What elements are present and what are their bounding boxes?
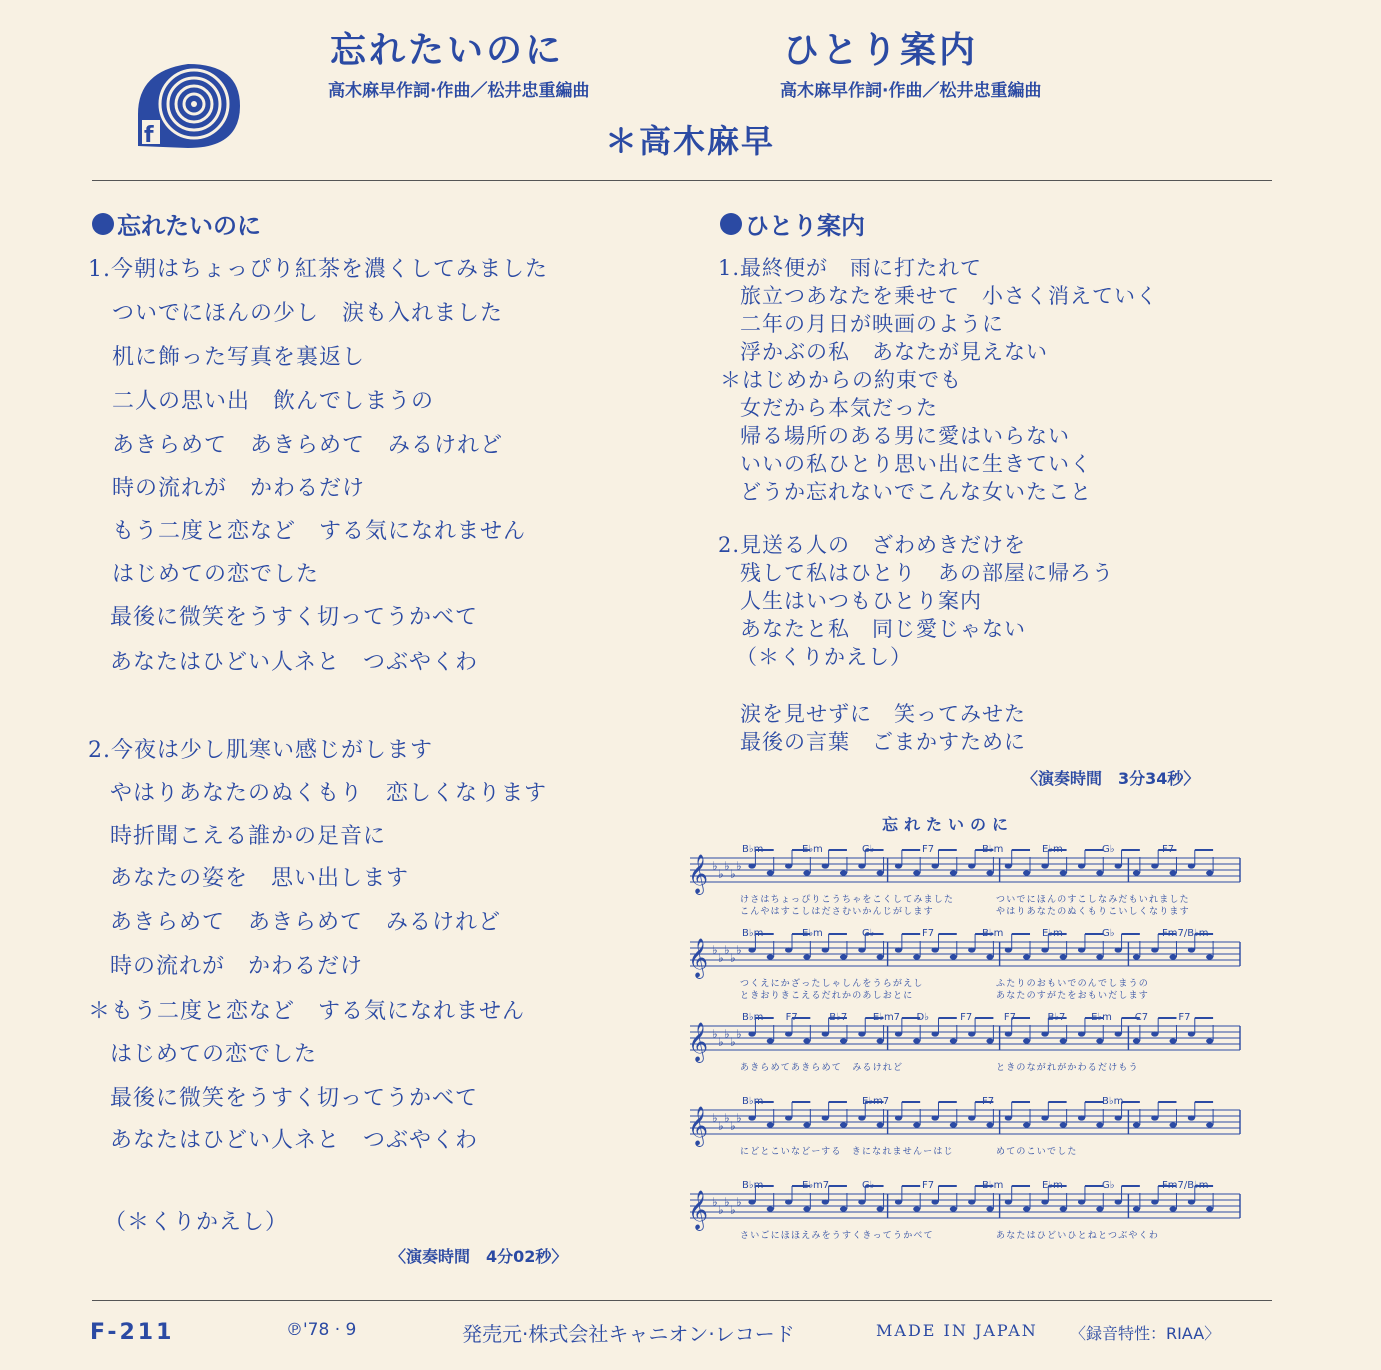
flat-sign-icon: ♭ — [718, 1203, 724, 1217]
note-head — [913, 954, 920, 959]
note-head — [877, 1122, 884, 1127]
lyric-line: 時の流れが かわるだけ — [112, 476, 366, 501]
note-head — [858, 863, 865, 868]
lyric-line: 涙を見せずに 笑ってみせた — [740, 702, 1026, 726]
flat-sign-icon: ♭ — [724, 859, 730, 873]
lyric-line: いいの私ひとり思い出に生きていく — [740, 452, 1092, 476]
catalog-number: F-211 — [90, 1320, 175, 1345]
note-head — [785, 1199, 792, 1204]
score-row — [688, 1012, 1240, 1073]
score-lyric: やはりあなたのぬくもりこいしくなります — [996, 907, 1190, 917]
note-head — [895, 1031, 902, 1036]
note-head — [785, 947, 792, 952]
note-head — [931, 1115, 938, 1120]
note-head — [968, 1031, 975, 1036]
note-head — [1115, 947, 1122, 952]
note-head — [895, 1115, 902, 1120]
note-head — [822, 863, 829, 868]
note-head — [1169, 1038, 1176, 1043]
chord-symbol: D♭ — [916, 1012, 929, 1023]
note-head — [877, 1038, 884, 1043]
note-head — [877, 954, 884, 959]
note-head — [767, 1206, 774, 1211]
note-head — [822, 1199, 829, 1204]
note-head — [1005, 1031, 1012, 1036]
chord-symbol: E♭m — [802, 844, 823, 855]
note-head — [1115, 1199, 1122, 1204]
note-head — [968, 947, 975, 952]
note-head — [785, 863, 792, 868]
left-section-title — [92, 206, 261, 241]
chord-symbol: E♭m — [1042, 1180, 1063, 1191]
note-head — [858, 1031, 865, 1036]
note-head — [840, 954, 847, 959]
note-head — [913, 1122, 920, 1127]
note-head — [1151, 863, 1158, 868]
note-head — [1115, 863, 1122, 868]
note-head — [877, 1206, 884, 1211]
lyric-line: 1.最終便が 雨に打たれて — [718, 256, 983, 280]
left-section-title-text: 忘れたいのに — [117, 212, 261, 240]
score-lyric: にどとこいなどーする きになれませんーはじ — [740, 1147, 954, 1157]
note-head — [968, 1199, 975, 1204]
song1-title: 忘れたいのに — [330, 30, 565, 71]
note-head — [1041, 1199, 1048, 1204]
chord-symbol: Fm7/B♭m — [1162, 928, 1209, 939]
lyric-line: あなたはひどい人ネと つぶやくわ — [110, 1128, 479, 1153]
note-head — [895, 1199, 902, 1204]
note-head — [1096, 1038, 1103, 1043]
note-head — [822, 1031, 829, 1036]
lyric-line: やはりあなたのぬくもり 恋しくなります — [110, 781, 548, 806]
score-title: 忘れたいのに — [882, 815, 1015, 834]
note-head — [1188, 947, 1195, 952]
chord-symbol: B♭m — [742, 1180, 764, 1191]
lyric-line: ＊もう二度と恋など する気になれません — [88, 999, 526, 1024]
note-head — [931, 947, 938, 952]
note-head — [950, 1206, 957, 1211]
chord-symbol: G♭ — [862, 844, 875, 855]
note-head — [1188, 1115, 1195, 1120]
chord-symbol: F7 — [922, 928, 935, 939]
music-score — [686, 836, 1246, 1256]
note-head — [1133, 954, 1140, 959]
note-head — [1078, 1031, 1085, 1036]
note-head — [840, 1206, 847, 1211]
flat-sign-icon: ♭ — [730, 867, 736, 881]
note-head — [748, 1031, 755, 1036]
note-head — [1188, 863, 1195, 868]
chord-symbol: E♭m7 — [862, 1096, 890, 1107]
note-head — [950, 1038, 957, 1043]
lyric-line: 旅立つあなたを乗せて 小さく消えていく — [740, 284, 1158, 308]
note-head — [931, 863, 938, 868]
lyric-line: 浮かぶの私 あなたが見えない — [740, 340, 1048, 364]
lyric-line: あなたと私 同じ愛じゃない — [740, 617, 1026, 641]
lyric-line: 1.今朝はちょっぴり紅茶を濃くしてみました — [88, 257, 548, 282]
score-lyric: けさはちょっぴりこうちゃをこくしてみました — [740, 895, 955, 905]
note-head — [1169, 1122, 1176, 1127]
note-head — [968, 863, 975, 868]
note-head — [1151, 1115, 1158, 1120]
lyric-line: 二年の月日が映画のように — [740, 312, 1004, 336]
score-lyric: めてのこいでした — [996, 1147, 1078, 1157]
note-head — [1188, 1031, 1195, 1036]
flat-sign-icon: ♭ — [712, 943, 718, 957]
note-head — [913, 1206, 920, 1211]
lyric-line: もう二度と恋など する気になれません — [112, 519, 527, 544]
lyric-line: あきらめて あきらめて みるけれど — [112, 433, 504, 458]
lyric-line: 二人の思い出 飲んでしまうの — [112, 389, 435, 414]
note-head — [1169, 954, 1176, 959]
note-head — [858, 1115, 865, 1120]
note-head — [858, 947, 865, 952]
note-head — [1078, 863, 1085, 868]
lyric-line: はじめての恋でした — [110, 1042, 318, 1067]
score-lyric: つくえにかざったしゃしんをうらがえし — [740, 979, 924, 989]
score-lyric: ときおりきこえるだれかのあしおとに — [740, 991, 914, 1001]
flat-sign-icon: ♭ — [736, 1111, 742, 1125]
note-head — [822, 947, 829, 952]
note-head — [1078, 1199, 1085, 1204]
note-head — [1206, 870, 1213, 875]
treble-clef-icon: 𝄞 — [688, 1022, 709, 1062]
note-head — [986, 1038, 993, 1043]
note-head — [1206, 1122, 1213, 1127]
note-head — [1005, 863, 1012, 868]
bullet-icon — [720, 213, 742, 235]
chord-symbol: B♭m — [742, 1012, 764, 1023]
chord-symbol: G♭ — [862, 1180, 875, 1191]
score-lyric: ときのながれがかわるだけもう — [996, 1063, 1139, 1073]
note-head — [913, 870, 920, 875]
note-head — [1206, 954, 1213, 959]
score-row — [688, 844, 1240, 917]
chord-symbol: C7 — [1134, 1012, 1149, 1023]
note-head — [748, 863, 755, 868]
chord-symbol: B♭m — [982, 844, 1004, 855]
note-head — [1206, 1038, 1213, 1043]
flat-sign-icon: ♭ — [718, 1119, 724, 1133]
lyric-line: 人生はいつもひとり案内 — [740, 589, 982, 613]
note-head — [986, 870, 993, 875]
chord-symbol: F7 — [1178, 1012, 1191, 1023]
chord-symbol: B♭m — [982, 1180, 1004, 1191]
lyric-line: （＊くりかえし） — [104, 1210, 289, 1235]
note-head — [1023, 1206, 1030, 1211]
flat-sign-icon: ♭ — [730, 951, 736, 965]
note-head — [1041, 1031, 1048, 1036]
score-row — [688, 1180, 1240, 1241]
bullet-icon — [92, 213, 114, 235]
footer-rule — [92, 1300, 1272, 1301]
note-head — [1060, 1206, 1067, 1211]
lyric-line: 残して私はひとり あの部屋に帰ろう — [740, 561, 1114, 585]
chord-symbol: B♭m — [1102, 1096, 1124, 1107]
chord-symbol: F7 — [922, 844, 935, 855]
note-head — [986, 1206, 993, 1211]
score-lyric: ふたりのおもいでのんでしまうの — [996, 979, 1150, 989]
note-head — [1188, 1199, 1195, 1204]
note-head — [1096, 954, 1103, 959]
chord-symbol: B♭7 — [1047, 1012, 1066, 1023]
publisher: 発売元·株式会社キャニオン·レコード — [462, 1322, 795, 1346]
note-head — [1060, 954, 1067, 959]
song2-credit: 高木麻早作詞·作曲／松井忠重編曲 — [780, 81, 1042, 101]
chord-symbol: F7 — [785, 1012, 798, 1023]
note-head — [803, 954, 810, 959]
lyric-line: ついでにほんの少し 涙も入れました — [112, 301, 504, 326]
treble-clef-icon: 𝄞 — [688, 1106, 709, 1146]
note-head — [803, 1038, 810, 1043]
note-head — [1078, 1115, 1085, 1120]
note-head — [913, 1038, 920, 1043]
note-head — [1133, 1038, 1140, 1043]
note-head — [858, 1199, 865, 1204]
flat-sign-icon: ♭ — [724, 943, 730, 957]
note-head — [1169, 870, 1176, 875]
flat-sign-icon: ♭ — [736, 859, 742, 873]
note-head — [803, 1122, 810, 1127]
score-lyric: あきらめてあきらめて みるけれど — [740, 1063, 904, 1073]
note-head — [840, 1122, 847, 1127]
lyric-line: 2.今夜は少し肌寒い感じがします — [88, 738, 433, 763]
treble-clef-icon: 𝄞 — [688, 938, 709, 978]
note-head — [895, 863, 902, 868]
note-head — [950, 870, 957, 875]
note-head — [767, 1122, 774, 1127]
phonogram-date: ℗'78 · 9 — [286, 1320, 357, 1340]
score-row — [688, 928, 1240, 1001]
note-head — [1133, 1122, 1140, 1127]
song1-credit: 高木麻早作詞·作曲／松井忠重編曲 — [328, 81, 590, 101]
chord-symbol: B♭m — [982, 928, 1004, 939]
note-head — [950, 954, 957, 959]
note-head — [767, 870, 774, 875]
note-head — [1115, 1031, 1122, 1036]
flat-sign-icon: ♭ — [712, 1111, 718, 1125]
lyric-line: 机に飾った写真を裏返し — [112, 345, 366, 370]
note-head — [1023, 954, 1030, 959]
note-head — [1005, 1115, 1012, 1120]
lyric-line: あきらめて あきらめて みるけれど — [110, 910, 502, 935]
note-head — [1133, 870, 1140, 875]
right-duration: 〈演奏時間 3分34秒〉 — [1022, 769, 1200, 788]
right-section-title — [720, 206, 865, 241]
flat-sign-icon: ♭ — [730, 1119, 736, 1133]
lyric-line: 最後の言葉 ごまかすために — [740, 730, 1026, 754]
note-head — [785, 1115, 792, 1120]
chord-symbol: E♭m7 — [872, 1012, 901, 1023]
treble-clef-icon: 𝄞 — [688, 854, 709, 894]
note-head — [1041, 1115, 1048, 1120]
note-head — [1005, 947, 1012, 952]
chord-symbol: E♭m7 — [802, 1180, 830, 1191]
note-head — [1078, 947, 1085, 952]
note-head — [767, 1038, 774, 1043]
score-row — [688, 1096, 1240, 1157]
made-in: MADE IN JAPAN — [876, 1321, 1038, 1340]
flat-sign-icon: ♭ — [718, 1035, 724, 1049]
note-head — [1041, 863, 1048, 868]
note-head — [986, 954, 993, 959]
note-head — [1060, 1122, 1067, 1127]
note-head — [1133, 1206, 1140, 1211]
flat-sign-icon: ♭ — [712, 859, 718, 873]
note-head — [748, 1115, 755, 1120]
lyric-line: 帰る場所のある男に愛はいらない — [740, 424, 1070, 448]
flat-sign-icon: ♭ — [736, 1027, 742, 1041]
note-head — [1096, 870, 1103, 875]
chord-symbol: G♭ — [1102, 844, 1115, 855]
chord-symbol: E♭m — [802, 928, 823, 939]
chord-symbol: E♭m — [1042, 928, 1063, 939]
chord-symbol: F7 — [982, 1096, 995, 1107]
note-head — [1151, 1199, 1158, 1204]
lyric-line: （＊くりかえし） — [736, 645, 912, 669]
lyric-line: どうか忘れないでこんな女いたこと — [740, 480, 1092, 504]
note-head — [748, 1199, 755, 1204]
chord-symbol: E♭m — [1091, 1012, 1112, 1023]
score-lyric: こんやはすこしはださむいかんじがします — [740, 907, 934, 917]
flat-sign-icon: ♭ — [724, 1195, 730, 1209]
chord-symbol: F7 — [922, 1180, 935, 1191]
note-head — [1096, 1122, 1103, 1127]
flat-sign-icon: ♭ — [730, 1035, 736, 1049]
flat-sign-icon: ♭ — [718, 867, 724, 881]
note-head — [1115, 1115, 1122, 1120]
chord-symbol: F7 — [1162, 844, 1175, 855]
score-lyric: さいごにほほえみをうすくきってうかべて — [740, 1231, 934, 1241]
treble-clef-icon: 𝄞 — [688, 1190, 709, 1230]
flat-sign-icon: ♭ — [736, 1195, 742, 1209]
note-head — [968, 1115, 975, 1120]
chord-symbol: F7 — [1003, 1012, 1016, 1023]
note-head — [1169, 1206, 1176, 1211]
lyric-line: 時折聞こえる誰かの足音に — [110, 824, 387, 849]
chord-symbol: B♭m — [742, 844, 764, 855]
flat-sign-icon: ♭ — [712, 1027, 718, 1041]
note-head — [950, 1122, 957, 1127]
note-head — [1151, 947, 1158, 952]
score-lyric: あなたはひどいひとねとつぶやくわ — [996, 1231, 1160, 1241]
lyric-line: はじめての恋でした — [112, 562, 320, 587]
note-head — [895, 947, 902, 952]
flat-sign-icon: ♭ — [730, 1203, 736, 1217]
chord-symbol: F7 — [960, 1012, 973, 1023]
note-head — [1151, 1031, 1158, 1036]
flat-sign-icon: ♭ — [736, 943, 742, 957]
note-head — [840, 1038, 847, 1043]
chord-symbol: Fm7/B♭m — [1162, 1180, 1209, 1191]
chord-symbol: G♭ — [862, 928, 875, 939]
chord-symbol: B♭7 — [829, 1012, 848, 1023]
lyric-line: 最後に微笑をうすく切ってうかべて — [110, 605, 479, 630]
note-head — [748, 947, 755, 952]
note-head — [1096, 1206, 1103, 1211]
flat-sign-icon: ♭ — [712, 1195, 718, 1209]
lyric-line: 時の流れが かわるだけ — [110, 954, 364, 979]
score-lyric: あなたのすがたをおもいだします — [996, 991, 1150, 1001]
note-head — [767, 954, 774, 959]
lyric-line: 最後に微笑をうすく切ってうかべて — [110, 1086, 479, 1111]
note-head — [840, 870, 847, 875]
chord-symbol: G♭ — [1102, 928, 1115, 939]
lyric-line: あなたはひどい人ネと つぶやくわ — [110, 650, 479, 675]
chord-symbol: B♭m — [742, 1096, 764, 1107]
flat-sign-icon: ♭ — [718, 951, 724, 965]
chord-symbol: G♭ — [1102, 1180, 1115, 1191]
note-head — [986, 1122, 993, 1127]
note-head — [1041, 947, 1048, 952]
lyric-line: あなたの姿を 思い出します — [110, 866, 410, 891]
note-head — [1023, 1122, 1030, 1127]
lyric-line: 女だから本気だった — [740, 396, 938, 420]
note-head — [1060, 1038, 1067, 1043]
riaa-note: 〈録音特性：RIAA〉 — [1070, 1324, 1221, 1343]
flat-sign-icon: ♭ — [724, 1111, 730, 1125]
note-head — [803, 870, 810, 875]
note-head — [1206, 1206, 1213, 1211]
chord-symbol: E♭m — [1042, 844, 1063, 855]
label-logo — [128, 56, 246, 152]
svg-text:f: f — [144, 123, 154, 148]
note-head — [785, 1031, 792, 1036]
left-duration: 〈演奏時間 4分02秒〉 — [390, 1247, 568, 1266]
note-head — [1023, 1038, 1030, 1043]
note-head — [877, 870, 884, 875]
song2-title: ひとり案内 — [783, 30, 979, 71]
right-section-title-text: ひとり案内 — [745, 212, 865, 240]
flat-sign-icon: ♭ — [724, 1027, 730, 1041]
note-head — [931, 1199, 938, 1204]
note-head — [822, 1115, 829, 1120]
score-lyric: ついでにほんのすこしなみだもいれました — [996, 895, 1190, 905]
note-head — [1005, 1199, 1012, 1204]
header-rule — [92, 180, 1272, 181]
chord-symbol: B♭m — [742, 928, 764, 939]
artist-name: ＊高木麻早 — [605, 122, 776, 160]
note-head — [1060, 870, 1067, 875]
note-head — [931, 1031, 938, 1036]
note-head — [1023, 870, 1030, 875]
lyric-line: 2.見送る人の ざわめきだけを — [718, 533, 1027, 557]
note-head — [803, 1206, 810, 1211]
lyric-line: ＊はじめからの約束でも — [720, 368, 962, 392]
